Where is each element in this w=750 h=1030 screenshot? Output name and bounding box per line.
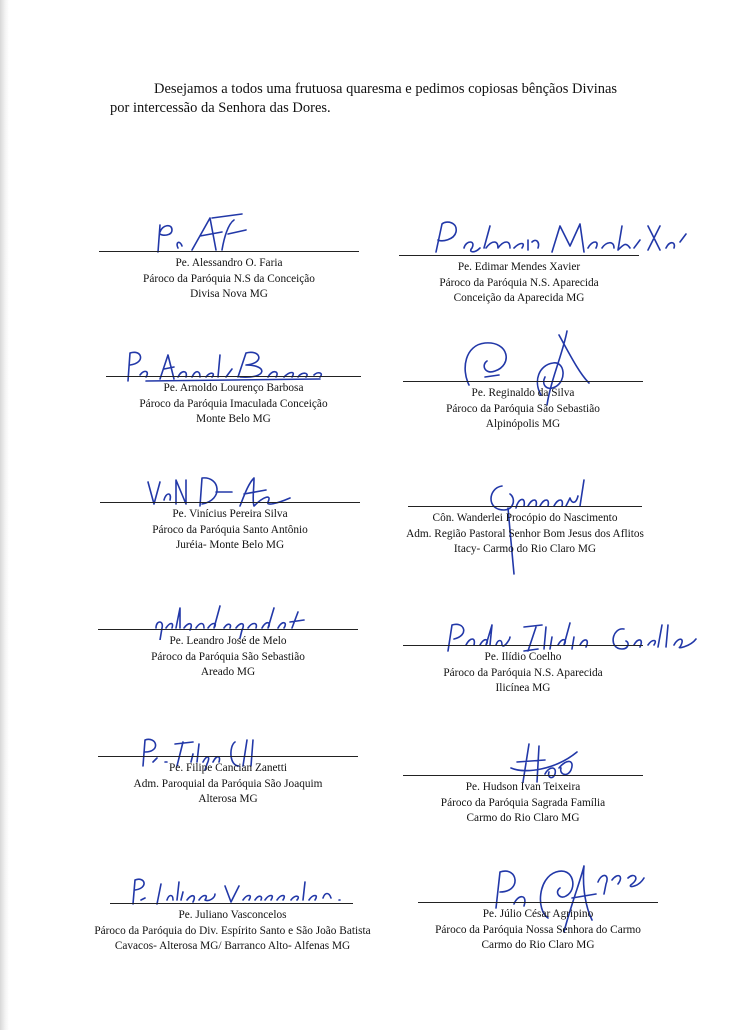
signatory-place: Ilicínea MG (495, 682, 551, 694)
signature-line (399, 255, 639, 256)
signature-line (403, 775, 643, 776)
signatory-block-edimar (399, 255, 639, 307)
signatory-name: Pe. Juliano Vasconcelos (178, 909, 287, 921)
signatory-block-wanderlei (400, 506, 650, 558)
signatory-name: Pe. Ilídio Coelho (484, 651, 562, 663)
signature-line (408, 506, 642, 507)
intro-line-1: Desejamos a todos uma frutuosa quaresma e pedimos copiosas bênçãos Divinas (154, 81, 618, 97)
signatory-block-leandro (98, 629, 358, 681)
signature-line (403, 381, 643, 382)
signatory-name: Pe. Júlio César Agripino (482, 908, 594, 920)
signatory-name: Pe. Arnoldo Lourenço Barbosa (163, 382, 304, 394)
signature-line (98, 629, 358, 630)
intro-line-2: por intercessão da Senhora das Dores. (110, 100, 331, 116)
signatory-place: Itacy- Carmo do Rio Claro MG (453, 543, 597, 555)
signature-line (100, 502, 360, 503)
signatory-name: Pe. Edimar Mendes Xavier (457, 261, 581, 273)
signatory-block-hudson (403, 775, 643, 827)
signatory-place: Juréia- Monte Belo MG (175, 539, 285, 551)
signatory-name: Pe. Alessandro O. Faria (175, 257, 283, 269)
intro-paragraph (110, 80, 670, 118)
signatory-role: Pároco da Paróquia do Div. Espírito Santo e São João Batista (94, 924, 371, 937)
signatory-block-reginaldo (403, 381, 643, 433)
signatory-role: Adm. Região Pastoral Senhor Bom Jesus dos Aflitos (406, 527, 644, 540)
signature-line (99, 251, 359, 252)
signatory-place: Cavacos- Alterosa MG/ Barranco Alto- Alfenas MG (114, 940, 351, 952)
signatory-role: Pároco da Paróquia São Sebastião (151, 650, 305, 663)
signatory-block-alessandro (99, 251, 359, 303)
signatory-block-arnoldo (96, 376, 371, 428)
signatory-block-julio (418, 902, 658, 954)
signatory-block-ilidio (403, 645, 643, 697)
signatory-role: Pároco da Paróquia Imaculada Conceição (139, 397, 328, 410)
signature-line (418, 902, 658, 903)
signatory-place: Conceição da Aparecida MG (453, 292, 585, 304)
signatory-block-juliano (70, 903, 395, 955)
signatory-name: Côn. Wanderlei Procópio do Nascimento (432, 512, 618, 524)
signatory-role: Pároco da Paróquia Nossa Senhora do Carmo (435, 923, 641, 936)
signature-line (110, 903, 353, 904)
signature-line (98, 756, 358, 757)
signatory-name: Pe. Leandro José de Melo (169, 635, 287, 647)
signatory-name: Pe. Reginaldo da Silva (471, 387, 575, 399)
signatory-role: Pároco da Paróquia N.S da Conceição (143, 272, 315, 285)
signatory-place: Divisa Nova MG (190, 288, 268, 300)
signatory-place: Areado MG (200, 666, 256, 678)
signature-line (403, 645, 643, 646)
page-edge-shadow (0, 0, 9, 1030)
signatory-name: Pe. Vinícius Pereira Silva (172, 508, 288, 520)
signatory-name: Pe. Filipe Cancian Zanetti (169, 762, 287, 774)
signature-line (106, 376, 361, 377)
signatory-name: Pe. Hudson Ivan Teixeira (465, 781, 581, 793)
signatory-place: Monte Belo MG (196, 413, 271, 425)
signatory-role: Pároco da Paróquia Santo Antônio (152, 523, 308, 536)
signatory-block-vinicius (100, 502, 360, 554)
signatory-role: Pároco da Paróquia N.S. Aparecida (443, 666, 603, 679)
signatory-block-filipe (98, 756, 358, 808)
signatory-place: Carmo do Rio Claro MG (466, 812, 580, 824)
signatory-place: Carmo do Rio Claro MG (481, 939, 595, 951)
signatory-place: Alpinópolis MG (485, 418, 561, 430)
signatory-place: Alterosa MG (198, 793, 258, 805)
signatory-role: Pároco da Paróquia Sagrada Família (440, 796, 606, 809)
signatory-role: Pároco da Paróquia N.S. Aparecida (439, 276, 599, 289)
signatory-role: Pároco da Paróquia São Sebastião (446, 402, 600, 415)
signatory-role: Adm. Paroquial da Paróquia São Joaquim (133, 777, 323, 790)
